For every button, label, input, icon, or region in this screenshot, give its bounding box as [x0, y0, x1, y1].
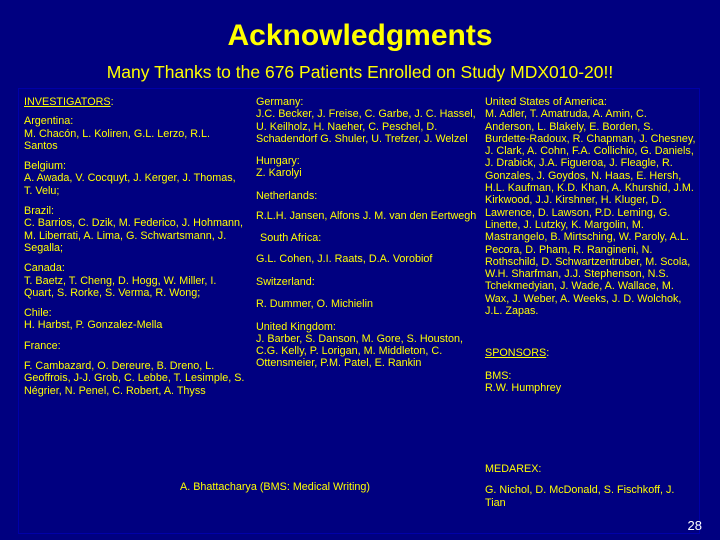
germany-names: J.C. Becker, J. Freise, C. Garbe, J. C. Hassel, U. Keilholz, H. Naeher, C. Peschel, D. Schadendorf G. Shuler, U. Trefzer, J. Welzel	[256, 108, 476, 145]
investigators-column-1	[24, 96, 246, 397]
brazil-heading: Brazil:	[24, 205, 54, 218]
medarex-heading: MEDAREX:	[485, 463, 542, 475]
uk-heading: United Kingdom:	[256, 320, 336, 333]
uk-names: J. Barber, S. Danson, M. Gore, S. Houston, C.G. Kelly, P. Lorigan, M. Middleton, C. Ottensmeier, P.M. Patel, E. Rankin	[256, 332, 464, 370]
chile-names: H. Harbst, P. Gonzalez-Mella	[24, 319, 163, 332]
hungary-names: Z. Karolyi	[256, 167, 302, 180]
south-africa-names: G.L. Cohen, J.I. Raats, D.A. Vorobiof	[256, 252, 433, 265]
brazil-names: C. Barrios, C. Dzik, M. Federico, J. Hohmann, M. Liberrati, A. Lima, G. Schwartsmann, J. Segalla;	[24, 217, 243, 254]
argentina-heading: Argentina:	[24, 115, 74, 128]
switzerland-names: R. Dummer, O. Michielin	[256, 298, 373, 311]
france-names: F. Cambazard, O. Dereure, B. Dreno, L. Geoffrois, J-J. Grob, C. Lebbe, T. Lesimple, S. Négrier, N. Penel, C. Robert, A. Thyss	[24, 360, 245, 397]
sponsors-colon: :	[546, 347, 550, 360]
usa-heading: United States of America:	[485, 96, 607, 108]
medical-writer: A. Bhattacharya (BMS: Medical Writing)	[180, 481, 371, 493]
usa-names: M. Adler, T. Amatruda, A. Amin, C. Anderson, L. Blakely, E. Borden, S. Burdette-Radoux, R. Chapman, J. Chesney, J. Clark, A. Cohn, F.A. Collichio, G. Daniels, J. Drabick, J.A. Figueroa, J. Fleagle, R. Gonzales, J. Goydos, N. Haas, E. Hersh, H.L. Kaufman, K.D. Khan, A. Khurshid, J.M. Kirkwood, J.J. Kirshner, H. Kluger, D. Lawrence, D. Lawson, P.D. Leming, G. Linette, J. Lutzky, K. Margolin, M. Mastrangelo, B. Mirtsching, W. Paroly, A.L. Pecora, D. Pham, R. Rangineni, N. Rothschild, D. Schwartzentruber, M. Scola, W.H. Sharfman, J.J. Stephenson, N.S. Tchekmedyian, J. Wade, A. Wallace, M. Wax, J. Weber, A. Weeks, J. D. Wolchok, J.L. Zapas.	[485, 108, 696, 318]
investigators-colon: :	[110, 96, 114, 108]
investigators-heading: INVESTIGATORS	[24, 96, 111, 108]
medarex-block	[485, 463, 697, 509]
bms-names: R.W. Humphrey	[485, 381, 562, 394]
bms-heading: BMS:	[485, 369, 512, 382]
investigators-column-3	[485, 96, 697, 394]
slide-subtitle: Many Thanks to the 676 Patients Enrolled on Study MDX010-20!!	[106, 62, 614, 82]
slide-title: Acknowledgments	[227, 19, 493, 52]
argentina-names: M. Chacón, L. Koliren, G.L. Lerzo, R.L. Santos	[24, 127, 211, 152]
sponsors-heading: SPONSORS	[485, 347, 547, 360]
france-heading: France:	[24, 339, 61, 352]
canada-names: T. Baetz, T. Cheng, D. Hogg, W. Miller, I. Quart, S. Rorke, S. Verma, R. Wong;	[24, 274, 217, 299]
hungary-heading: Hungary:	[256, 155, 300, 168]
chile-heading: Chile:	[24, 307, 52, 320]
page-number: 28	[687, 518, 702, 533]
netherlands-heading: Netherlands:	[256, 189, 318, 202]
netherlands-names: R.L.H. Jansen, Alfons J. M. van den Eertwegh	[256, 210, 477, 223]
investigators-column-2	[256, 96, 478, 370]
medarex-names: G. Nichol, D. McDonald, S. Fischkoff, J. Tian	[485, 484, 675, 509]
germany-heading: Germany:	[256, 96, 304, 108]
switzerland-heading: Switzerland:	[256, 275, 315, 288]
south-africa-heading: South Africa:	[260, 232, 322, 245]
medical-writing-credit	[180, 481, 460, 493]
canada-heading: Canada:	[24, 262, 65, 275]
belgium-heading: Belgium:	[24, 160, 67, 173]
belgium-names: A. Awada, V. Cocquyt, J. Kerger, J. Thomas, T. Velu;	[24, 172, 236, 197]
